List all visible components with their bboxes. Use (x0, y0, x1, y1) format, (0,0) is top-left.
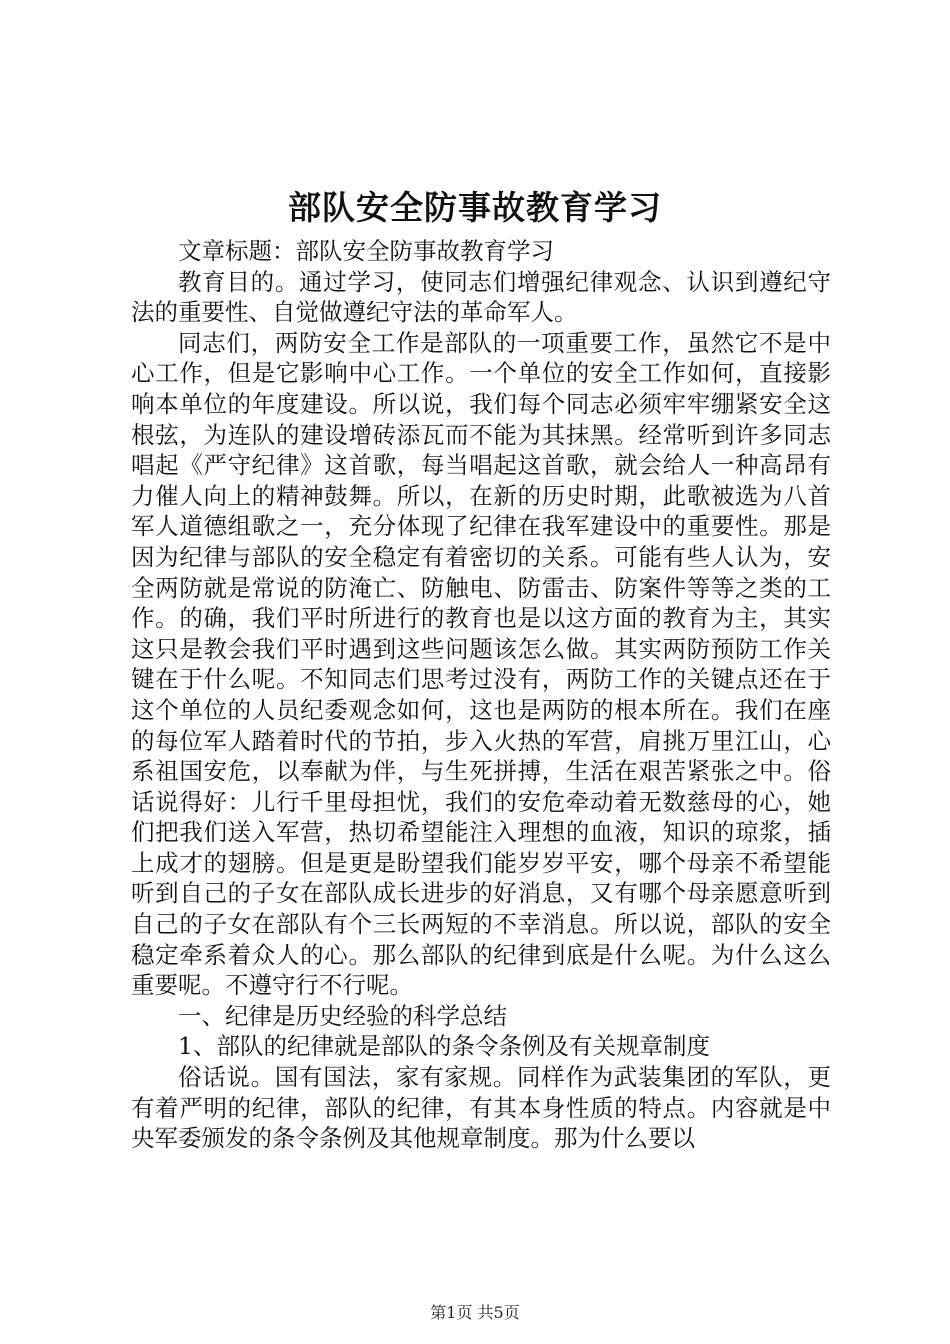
paragraph-saying: 俗话说。国有国法，家有家规。同样作为武装集团的军队，更有着严明的纪律，部队的纪律，有其本身性质的特点。内容就是中央军委颁发的条令条例及其他规章制度。那为什么要以 (131, 1063, 831, 1153)
document-title: 部队安全防事故教育学习 (288, 188, 662, 227)
paragraph-main: 同志们，两防安全工作是部队的一项重要工作，虽然它不是中心工作，但是它影响中心工作。一个单位的安全工作如何，直接影响本单位的年度建设。所以说，我们每个同志必须牢牢绷紧安全这根弦，为连队的建设增砖添瓦而不能为其抹黑。经常听到许多同志唱起《严守纪律》这首歌，每当唱起这首歌，就会给人一种高昂有力催人向上的精神鼓舞。所以，在新的历史时期，此歌被选为八首军人道德组歌之一，充分体现了纪律在我军建设中的重要性。那是因为纪律与部队的安全稳定有着密切的关系。可能有些人认为，安全两防就是常说的防淹亡、防触电、防雷击、防案件等等之类的工作。的确，我们平时所进行的教育也是以这方面的教育为主，其实这只是教会我们平时遇到这些问题该怎么做。其实两防预防工作关键在于什么呢。不知同志们思考过没有，两防工作的关键点还在于这个单位的人员纪委观念如何，这也是两防的根本所在。我们在座的每位军人踏着时代的节拍，步入火热的军营，肩挑万里江山，心系祖国安危，以奉献为伴，与生死拼搏，生活在艰苦紧张之中。俗话说得好：儿行千里母担忧，我们的安危牵动着无数慈母的心，她们把我们送入军营，热切希望能注入理想的血液，知识的琼浆，插上成才的翅膀。但是更是盼望我们能岁岁平安，哪个母亲不希望能听到自己的子女在部队成长进步的好消息，又有哪个母亲愿意听到自己的子女在部队有个三长两短的不幸消息。所以说，部队的安全稳定牵系着众人的心。那么部队的纪律到底是什么呢。为什么这么重要呢。不遵守行不行呢。 (131, 328, 831, 1000)
document-body (131, 236, 831, 1154)
article-title-line: 文章标题：部队安全防事故教育学习 (178, 237, 554, 265)
paragraph-purpose: 教育目的。通过学习，使同志们增强纪律观念、认识到遵纪守法的重要性、自觉做遵纪守法的革命军人。 (131, 267, 831, 327)
page-footer: 第1页 共5页 (430, 1303, 520, 1322)
subsection-heading: 1、部队的纪律就是部队的条令条例及有关规章制度 (178, 1032, 710, 1061)
section-heading: 一、纪律是历史经验的科学总结 (178, 1001, 507, 1030)
